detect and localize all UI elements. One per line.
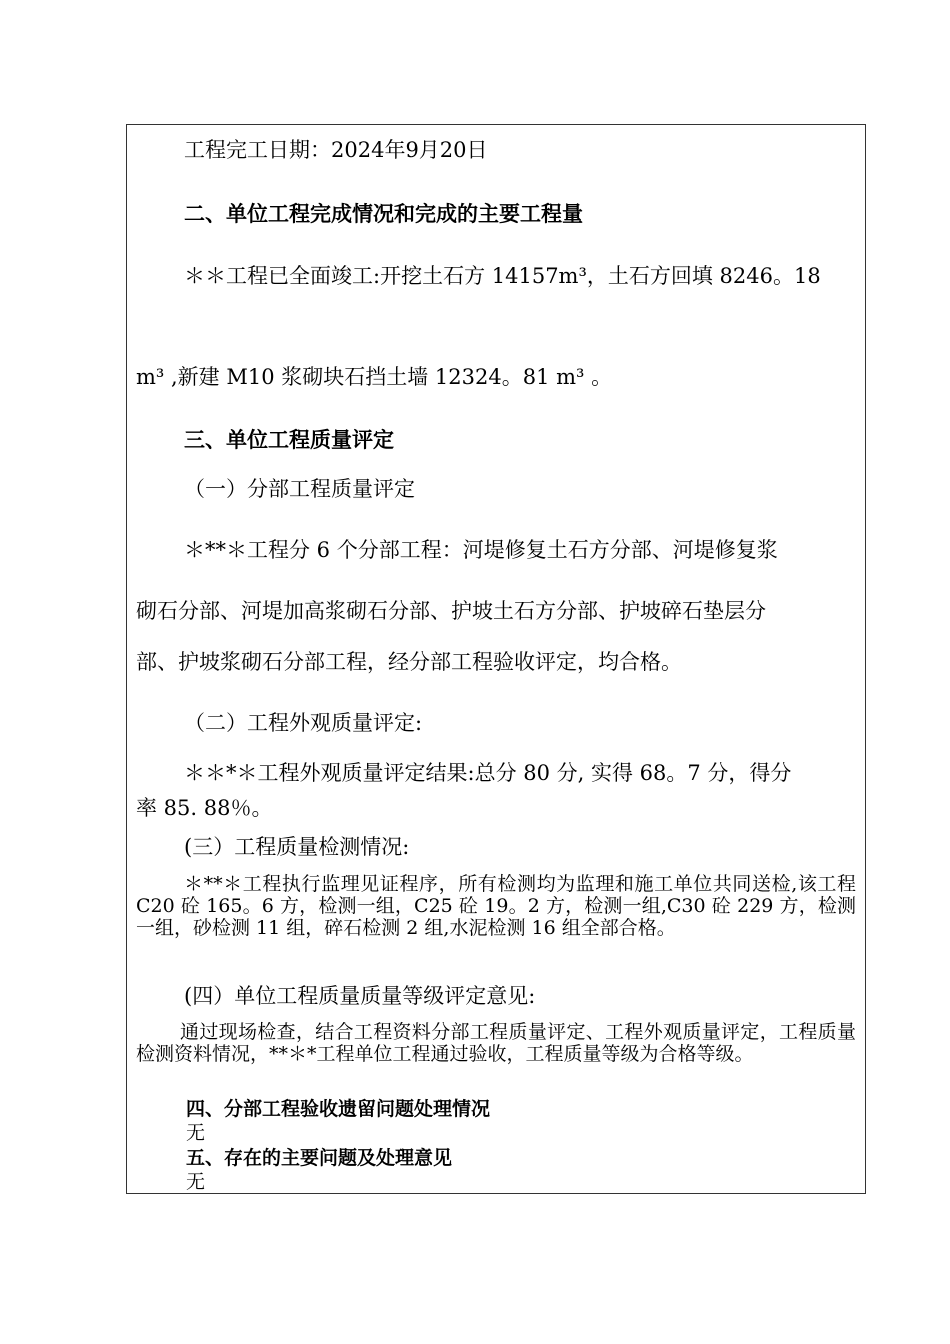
- section-2-line-1: ＊＊工程已全面竣工:开挖土石方 14157m³，土石方回填 8246。18: [184, 264, 821, 288]
- section-3-sub-2: （二）工程外观质量评定:: [184, 711, 423, 735]
- section-3-para-1-line-3: 部、护坡浆砌石分部工程，经分部工程验收评定，均合格。: [136, 650, 682, 674]
- section-3-sub-4: (四）单位工程质量质量等级评定意见:: [184, 984, 536, 1008]
- completion-date: 工程完工日期：2024年9月20日: [184, 138, 488, 162]
- section-3-sub-3: (三）工程质量检测情况:: [184, 835, 410, 859]
- section-3-para-1-line-1: ＊**＊工程分 6 个分部工程：河堤修复土石方分部、河堤修复浆: [184, 538, 778, 562]
- section-3-para-2-line-2: 率 85. 88％。: [136, 796, 273, 820]
- section-5-heading: 五、存在的主要问题及处理意见: [186, 1147, 453, 1169]
- section-5-body: 无: [186, 1171, 206, 1193]
- section-3-heading: 三、单位工程质量评定: [184, 427, 394, 452]
- section-2-line-2: m³ ,新建 M10 浆砌块石挡土墙 12324。81 m³ 。: [136, 365, 613, 389]
- section-4-heading: 四、分部工程验收遗留问题处理情况: [186, 1098, 491, 1120]
- section-3-para-3: ＊**＊工程执行监理见证程序，所有检测均为监理和施工单位共同送检,该工程 C20 砼 165。6 方，检测一组，C25 砼 19。2 方，检测一组,C30 砼 229 方，检测一组，砂检测 11 组，碎石检测 2 组,水泥检测 16 组全部合格。: [136, 873, 856, 939]
- section-4-body: 无: [186, 1122, 206, 1144]
- section-2-heading: 二、单位工程完成情况和完成的主要工程量: [184, 201, 583, 226]
- section-3-para-2-line-1: ＊＊*＊工程外观质量评定结果:总分 80 分, 实得 68。7 分，得分: [184, 761, 792, 785]
- section-3-sub-1: （一）分部工程质量评定: [184, 477, 415, 501]
- section-3-para-1-line-2: 砌石分部、河堤加高浆砌石分部、护坡土石方分部、护坡碎石垫层分: [136, 599, 766, 623]
- section-3-para-4: 通过现场检查，结合工程资料分部工程质量评定、工程外观质量评定，工程质量检测资料情况，**＊*工程单位工程通过验收，工程质量等级为合格等级。: [136, 1021, 856, 1065]
